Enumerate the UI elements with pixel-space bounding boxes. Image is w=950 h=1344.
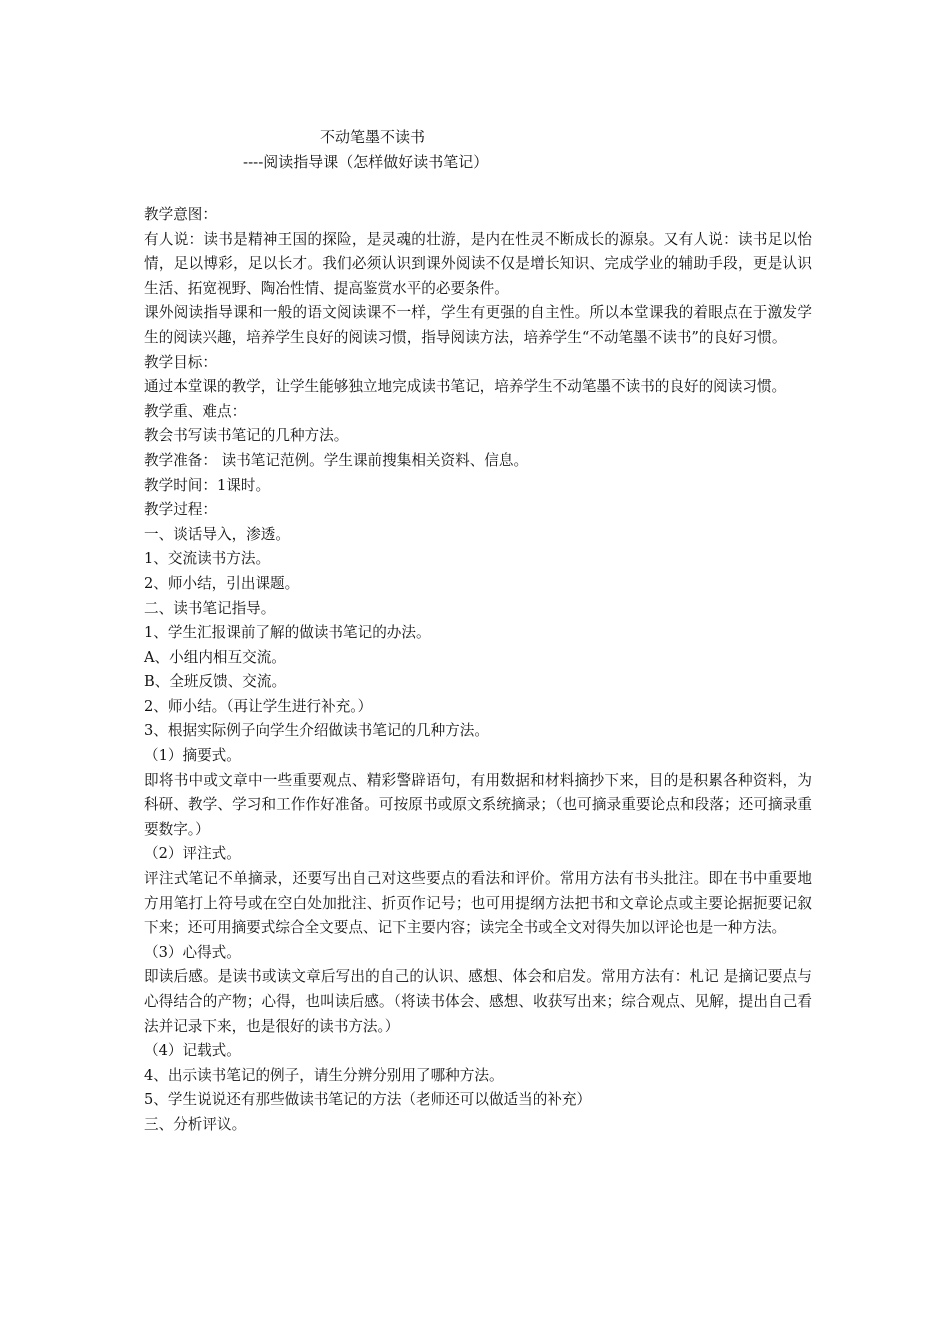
heading-intent: 教学意图：: [144, 206, 217, 223]
list-item: 5、学生说说还有那些做读书笔记的方法（老师还可以做适当的补充）: [144, 1091, 592, 1109]
paragraph-key-points: 教会书写读书笔记的几种方法。: [144, 427, 349, 445]
method-description-excerpt: 即将书中或文章中一些重要观点、精彩警辟语句，有用数据和材料摘抄下来，目的是积累各种资料，为科研、教学、学习和工作作好准备。可按原书或原文系统摘录；（也可摘录重要论点和段落；还可摘录重要数字。）: [144, 771, 812, 838]
method-description-reflection: 即读后感。是读书或读文章后写出的自己的认识、感想、体会和启发。常用方法有：札记 是摘记要点与心得结合的产物；心得，也叫读后感。（将读书体会、感想、收获写出来；综合观点、见解，提出自己看法并记录下来，也是很好的读书方法。）: [144, 968, 812, 1035]
document-title: 不动笔墨不读书: [320, 128, 426, 146]
paragraph-intent-1: 有人说：读书是精神王国的探险，是灵魂的壮游，是内在性灵不断成长的源泉。又有人说：读书足以怡情，足以博彩，足以长才。我们必须认识到课外阅读不仅是增长知识、完成学业的辅助手段，更是认识生活、拓宽视野、陶冶性情、提高鉴赏水平的必要条件。: [144, 230, 812, 297]
list-item: B、全班反馈、交流。: [144, 673, 287, 691]
list-item: A、小组内相互交流。: [144, 648, 286, 666]
paragraph-intent-2: 课外阅读指导课和一般的语文阅读课不一样，学生有更强的自主性。所以本堂课我的着眼点在于激发学生的阅读兴趣，培养学生良好的阅读习惯，指导阅读方法，培养学生“不动笔墨不读书”的良好习惯。: [144, 304, 812, 346]
section-two-heading: 二、读书笔记指导。: [144, 599, 276, 617]
heading-goals: 教学目标：: [144, 353, 217, 371]
section-three-heading: 三、分析评议。: [144, 1115, 247, 1133]
method-heading-annotation: （2）评注式。: [144, 845, 241, 863]
heading-process: 教学过程：: [144, 501, 217, 519]
paragraph-duration: 教学时间：1课时。: [144, 476, 271, 494]
method-heading-reflection: （3）心得式。: [144, 943, 241, 961]
paragraph-goals: 通过本堂课的教学，让学生能够独立地完成读书笔记，培养学生不动笔墨不读书的良好的阅读习惯。: [144, 378, 787, 396]
method-description-annotation: 评注式笔记不单摘录，还要写出自己对这些要点的看法和评价。常用方法有书头批注。即在书中重要地方用笔打上符号或在空白处加批注、折页作记号；也可用提纲方法把书和文章论点或主要论据扼要记叙下来；还可用摘要式综合全文要点、记下主要内容；读完全书或全文对得失加以评论也是一种方法。: [144, 870, 812, 937]
list-item: 2、师小结。（再让学生进行补充。）: [144, 697, 373, 715]
list-item: 3、根据实际例子向学生介绍做读书笔记的几种方法。: [144, 722, 489, 740]
list-item: 1、学生汇报课前了解的做读书笔记的办法。: [144, 624, 431, 642]
method-heading-record: （4）记载式。: [144, 1042, 241, 1060]
list-item: 2、师小结，引出课题。: [144, 574, 300, 592]
method-heading-excerpt: （1）摘要式。: [144, 747, 241, 765]
list-item: 4、出示读书笔记的例子，请生分辨分别用了哪种方法。: [144, 1066, 504, 1084]
document-body: [144, 203, 812, 1138]
list-item: 1、交流读书方法。: [144, 550, 271, 568]
heading-key-points: 教学重、难点：: [144, 402, 247, 420]
document-subtitle: ----阅读指导课（怎样做好读书笔记）: [243, 153, 489, 171]
paragraph-preparation: 教学准备： 读书笔记范例。学生课前搜集相关资料、信息。: [144, 451, 529, 469]
section-one-heading: 一、谈话导入，渗透。: [144, 525, 290, 543]
